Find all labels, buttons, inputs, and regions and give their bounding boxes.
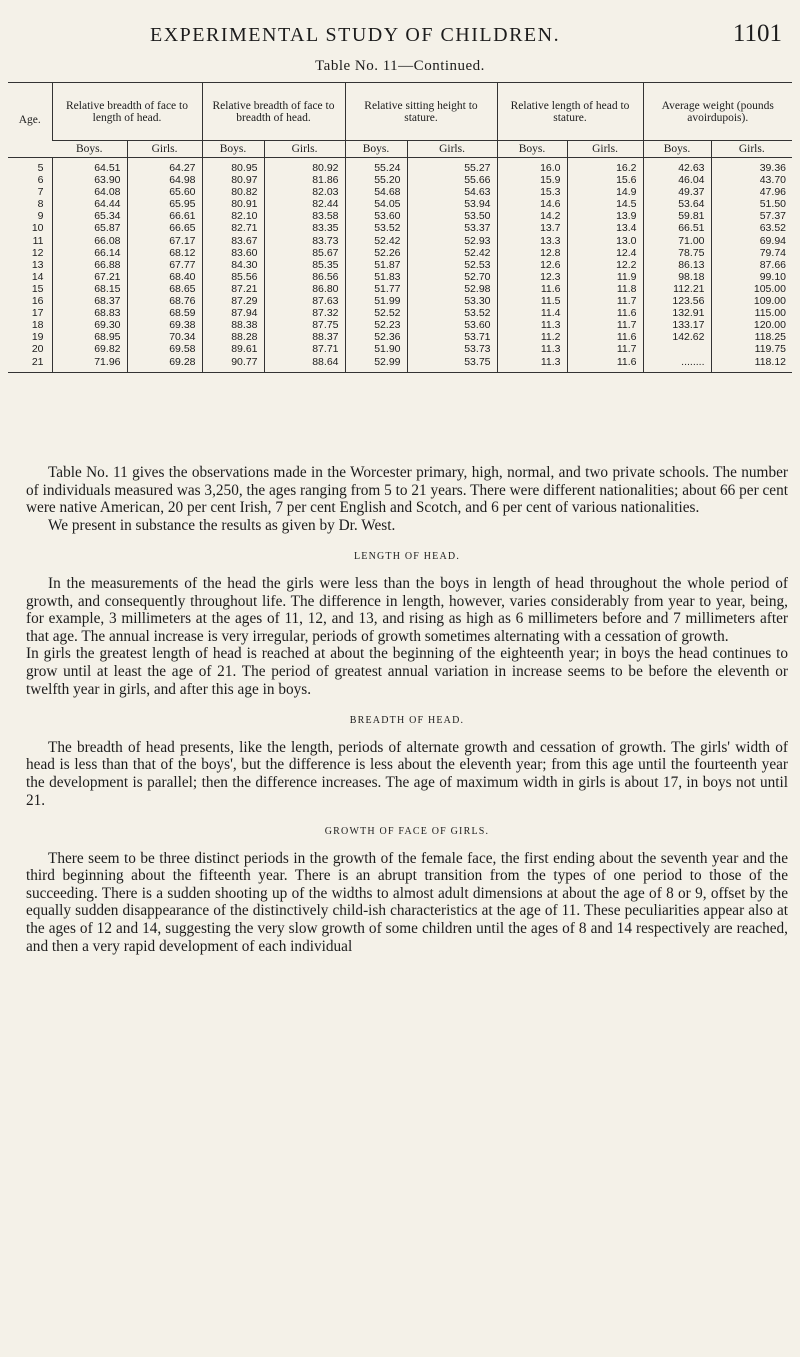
table-cell: 123.56 [643,295,711,307]
table-cell: 86.80 [264,283,345,295]
table-cell: 82.10 [202,210,264,222]
table-cell: 51.77 [345,283,407,295]
table-cell: 11.6 [497,283,567,295]
table-cell: 89.61 [202,343,264,355]
table-cell: 78.75 [643,247,711,259]
age-cell: 20 [31,343,44,356]
table-row [8,331,792,343]
table-cell: 69.82 [52,343,127,355]
table-cell: 68.83 [52,307,127,319]
table-cell: 52.36 [345,331,407,343]
table-cell: 87.29 [202,295,264,307]
table-cell: 87.63 [264,295,345,307]
age-header: Age. [8,83,52,158]
table-cell: 11.9 [567,271,643,283]
table-cell: 52.23 [345,319,407,331]
boys-header: Boys. [497,141,567,158]
boys-header: Boys. [202,141,264,158]
table-cell: 15.3 [497,186,567,198]
table-cell: 69.38 [127,319,202,331]
age-cell: 21 [8,356,52,373]
age-cell: 5 [37,162,44,174]
table-cell: 12.8 [497,247,567,259]
data-table [8,82,792,373]
table-cell: 15.9 [497,174,567,186]
table-cell: 87.71 [264,343,345,355]
table-cell: 80.95 [202,158,264,175]
age-cell: 18 [31,319,44,332]
table-cell: 51.90 [345,343,407,355]
table-cell: 69.28 [127,356,202,373]
table-cell: 52.70 [407,271,497,283]
table-cell: 13.7 [497,222,567,234]
table-row [8,271,792,283]
paragraph: In the measurements of the head the girls were less than the boys in length of head throughout the whole period of growth, and consequently throughout life. The difference in length, however, varies considerably from year to year, being, for example, 3 millimeters at the ages of 11, 12, and 13, and rising as high as 6 millimeters before and 7 millimeters after that age. The annual increase is very irregular, periods of growth sometimes alternating with a cessation of growth. [26,574,788,645]
page-number: 1101 [732,20,782,47]
age-cell: 12 [31,246,44,259]
table-cell [643,343,711,355]
table-cell: 71.96 [52,356,127,373]
table-cell: 87.75 [264,319,345,331]
table-cell: 69.94 [711,235,792,247]
table-cell: 11.6 [567,307,643,319]
table-cell: 80.97 [202,174,264,186]
table-cell: 53.50 [407,210,497,222]
table-cell: 71.00 [643,235,711,247]
table-cell: 13.4 [567,222,643,234]
table-cell: 83.73 [264,235,345,247]
col-group-header: Average weight (pounds avoirdupois). [643,83,792,141]
table-row [8,186,792,198]
table-cell: 43.70 [711,174,792,186]
table-cell: 11.7 [567,295,643,307]
paragraph: We present in substance the results as given by Dr. West. [48,516,396,534]
age-cell: 7 [37,186,44,199]
table-cell: 88.28 [202,331,264,343]
table-cell: 132.91 [643,307,711,319]
table-cell: 98.18 [643,271,711,283]
table-cell: 90.77 [202,356,264,373]
table-cell: 65.34 [52,210,127,222]
table-cell: 55.66 [407,174,497,186]
table-cell: 51.50 [711,198,792,210]
table-cell: 66.88 [52,259,127,271]
table-cell: 112.21 [643,283,711,295]
table-cell: 51.99 [345,295,407,307]
table-cell: 52.42 [407,247,497,259]
age-cell: 6 [37,174,44,187]
table-cell: 99.10 [711,271,792,283]
age-cell: 15 [31,282,44,295]
table-cell: 67.77 [127,259,202,271]
table-cell: 55.24 [345,158,407,175]
table-cell: 68.40 [127,271,202,283]
table-row [8,235,792,247]
table-cell: 83.35 [264,222,345,234]
table-cell: 68.59 [127,307,202,319]
table-cell: 109.00 [711,295,792,307]
table-cell: 12.2 [567,259,643,271]
table-row [8,319,792,331]
table-cell: 87.32 [264,307,345,319]
col-group-header: Relative breadth of face to breadth of head. [202,83,345,141]
table-cell: 53.37 [407,222,497,234]
table-body [8,158,792,373]
table-cell: 67.17 [127,235,202,247]
table-cell: 11.3 [497,319,567,331]
table-cell: 68.12 [127,247,202,259]
table-cell: 83.60 [202,247,264,259]
paragraph: Table No. 11 gives the observations made in the Worcester primary, high, normal, and two private schools. The number of individuals measured was 3,250, the ages ranging from 5 to 21 years. There were different nationalities; about 66 per cent were native American, 20 per cent Irish, 7 per cent English and Scotch, and 6 per cent of various nationalities. [26,464,788,517]
table-cell: 52.52 [345,307,407,319]
table-cell: 81.86 [264,174,345,186]
boys-header: Boys. [345,141,407,158]
table-cell: 52.26 [345,247,407,259]
section-heading: BREADTH OF HEAD. [349,715,465,727]
girls-header: Girls. [264,141,345,158]
section-heading: LENGTH OF HEAD. [353,551,461,563]
boys-header: Boys. [643,141,711,158]
table-cell: 118.25 [711,331,792,343]
table-cell: 64.08 [52,186,127,198]
table-cell: 51.87 [345,259,407,271]
table-cell: 55.20 [345,174,407,186]
table-cell: 51.83 [345,271,407,283]
age-cell: 13 [31,258,44,271]
table-cell: 11.3 [497,343,567,355]
table-cell: 63.90 [52,174,127,186]
age-cell: 14 [31,270,44,283]
table-cell: 13.3 [497,235,567,247]
table-cell: 66.14 [52,247,127,259]
table-cell: 65.87 [52,222,127,234]
table-cell: 53.64 [643,198,711,210]
table-cell: 69.58 [127,343,202,355]
table-cell: 68.65 [127,283,202,295]
table-cell: 64.44 [52,198,127,210]
table-cell: 133.17 [643,319,711,331]
table-cell: 53.30 [407,295,497,307]
table-cell: 14.5 [567,198,643,210]
table-cell: 66.65 [127,222,202,234]
table-cell: 67.21 [52,271,127,283]
table-cell: 39.36 [711,158,792,175]
table-cell: 12.3 [497,271,567,283]
table-cell: 88.64 [264,356,345,373]
table-cell: 142.62 [643,331,711,343]
girls-header: Girls. [567,141,643,158]
table-cell: 16.0 [497,158,567,175]
age-cell: 11 [32,234,44,247]
age-cell: 9 [37,210,44,223]
table-cell: 14.2 [497,210,567,222]
table-cell: 11.7 [567,319,643,331]
table-cell: 59.81 [643,210,711,222]
table-cell: 65.60 [127,186,202,198]
table-cell: 68.37 [52,295,127,307]
table-cell: 66.61 [127,210,202,222]
table-cell: 85.35 [264,259,345,271]
table-cell: 47.96 [711,186,792,198]
table-cell: 12.4 [567,247,643,259]
table-cell: 11.8 [567,283,643,295]
table-row [8,356,792,373]
table-cell: 54.05 [345,198,407,210]
table-cell: 52.98 [407,283,497,295]
table-cell: 11.7 [567,343,643,355]
table-cell: 53.73 [407,343,497,355]
girls-header: Girls. [127,141,202,158]
table-cell: 84.30 [202,259,264,271]
table-caption: Table No. 11—Continued. [315,58,485,74]
table-row [8,158,792,175]
col-group-header: Relative breadth of face to length of head. [52,83,202,141]
table-cell: 14.9 [567,186,643,198]
table-cell: 80.82 [202,186,264,198]
table-cell: 120.00 [711,319,792,331]
table-cell: 82.71 [202,222,264,234]
table-cell: 54.68 [345,186,407,198]
table-row [8,295,792,307]
table-row [8,222,792,234]
table-cell: 63.52 [711,222,792,234]
table-cell: 118.12 [711,356,792,373]
table-cell: 11.6 [567,356,643,373]
paragraph: In girls the greatest length of head is reached at about the beginning of the eighteenth year; in boys the head continues to grow until at least the age of 21. The period of greatest annual variation in increase seems to be before the eleventh or twelfth year in girls, and after this age in boys. [26,645,788,698]
table-cell: 87.21 [202,283,264,295]
table-row [8,210,792,222]
table-cell: 11.4 [497,307,567,319]
table-cell: 66.51 [643,222,711,234]
girls-header: Girls. [711,141,792,158]
table-cell: 12.6 [497,259,567,271]
table-cell: 87.94 [202,307,264,319]
girls-header: Girls. [407,141,497,158]
table-cell: 52.42 [345,235,407,247]
table-cell: 53.52 [345,222,407,234]
table-cell: 115.00 [711,307,792,319]
table-cell: 52.93 [407,235,497,247]
table-cell: 80.91 [202,198,264,210]
table-cell: 88.38 [202,319,264,331]
age-cell: 8 [37,198,44,211]
age-cell: 16 [31,295,44,308]
table-cell: 105.00 [711,283,792,295]
table-cell: 53.94 [407,198,497,210]
paragraph: The breadth of head presents, like the length, periods of alternate growth and cessation of growth. The girls' width of head is less than that of the boys', but the difference is less about the eleventh year; from this age until the fourteenth year the development is parallel; then the difference increases. The age of maximum width in girls is about 17, in boys not until 21. [26,738,788,809]
table-cell: 13.9 [567,210,643,222]
table-cell: 64.98 [127,174,202,186]
table-cell: 80.92 [264,158,345,175]
table-cell: 79.74 [711,247,792,259]
table-cell: 13.0 [567,235,643,247]
table-cell: 49.37 [643,186,711,198]
table-cell: 11.3 [497,356,567,373]
table-cell: 68.76 [127,295,202,307]
table-cell: 16.2 [567,158,643,175]
table-row [8,343,792,355]
table-cell: 83.58 [264,210,345,222]
table-cell: 70.34 [127,331,202,343]
table-cell: 11.2 [497,331,567,343]
table-cell: 69.30 [52,319,127,331]
table-cell: 82.44 [264,198,345,210]
table-cell: 15.6 [567,174,643,186]
table-cell: 11.6 [567,331,643,343]
paragraph: There seem to be three distinct periods in the growth of the female face, the first ending about the seventh year and the third beginning about the fifteenth year. There is an abrupt transition from the types of one period to those of the succeeding. There is a sudden shooting up of the widths to almost adult dimensions at about the age of 8 or 9, offset by the equally sudden disappearance of the distinctively child-ish characteristics at the age of 11. These peculiarities appear also at the ages of 12 and 14, suggesting the very slow growth of some children until the ages of 8 and 14 respectively are reached, and then a very rapid development of each individual [26,849,788,955]
table-row [8,259,792,271]
table-cell: 64.51 [52,158,127,175]
table-row [8,174,792,186]
table-row [8,307,792,319]
table-cell: 52.99 [345,356,407,373]
table-cell: 119.75 [711,343,792,355]
table-cell: 42.63 [643,158,711,175]
table-row [8,198,792,210]
table-row [8,247,792,259]
table-cell: 65.95 [127,198,202,210]
table-row [8,283,792,295]
age-cell: 10 [31,222,44,235]
table-cell: 53.52 [407,307,497,319]
running-head [0,18,800,48]
section-heading: GROWTH OF FACE OF GIRLS. [324,826,490,838]
body-text [26,464,788,955]
table-cell: 57.37 [711,210,792,222]
table-cell: 86.56 [264,271,345,283]
table-cell: 53.60 [407,319,497,331]
table-cell: 88.37 [264,331,345,343]
table-cell: 87.66 [711,259,792,271]
table-cell: 64.27 [127,158,202,175]
table-cell: 82.03 [264,186,345,198]
table-cell: 52.53 [407,259,497,271]
col-group-header: Relative sitting height to stature. [345,83,497,141]
table-cell: 55.27 [407,158,497,175]
table-cell: 85.56 [202,271,264,283]
boys-header: Boys. [52,141,127,158]
running-title: EXPERIMENTAL STUDY OF CHILDREN. [150,24,561,46]
table-cell: 11.5 [497,295,567,307]
col-group-header: Relative length of head to stature. [497,83,643,141]
table-cell: 53.71 [407,331,497,343]
table-cell: 14.6 [497,198,567,210]
table-cell: 54.63 [407,186,497,198]
age-cell: 19 [31,331,44,344]
table-cell: 53.75 [407,356,497,373]
table-cell: 53.60 [345,210,407,222]
table-cell: 83.67 [202,235,264,247]
table-cell: 85.67 [264,247,345,259]
table-cell: ........ [643,356,711,373]
table-cell: 46.04 [643,174,711,186]
table-cell: 68.15 [52,283,127,295]
table-cell: 66.08 [52,235,127,247]
table-cell: 86.13 [643,259,711,271]
age-cell: 17 [31,307,44,320]
table-cell: 68.95 [52,331,127,343]
